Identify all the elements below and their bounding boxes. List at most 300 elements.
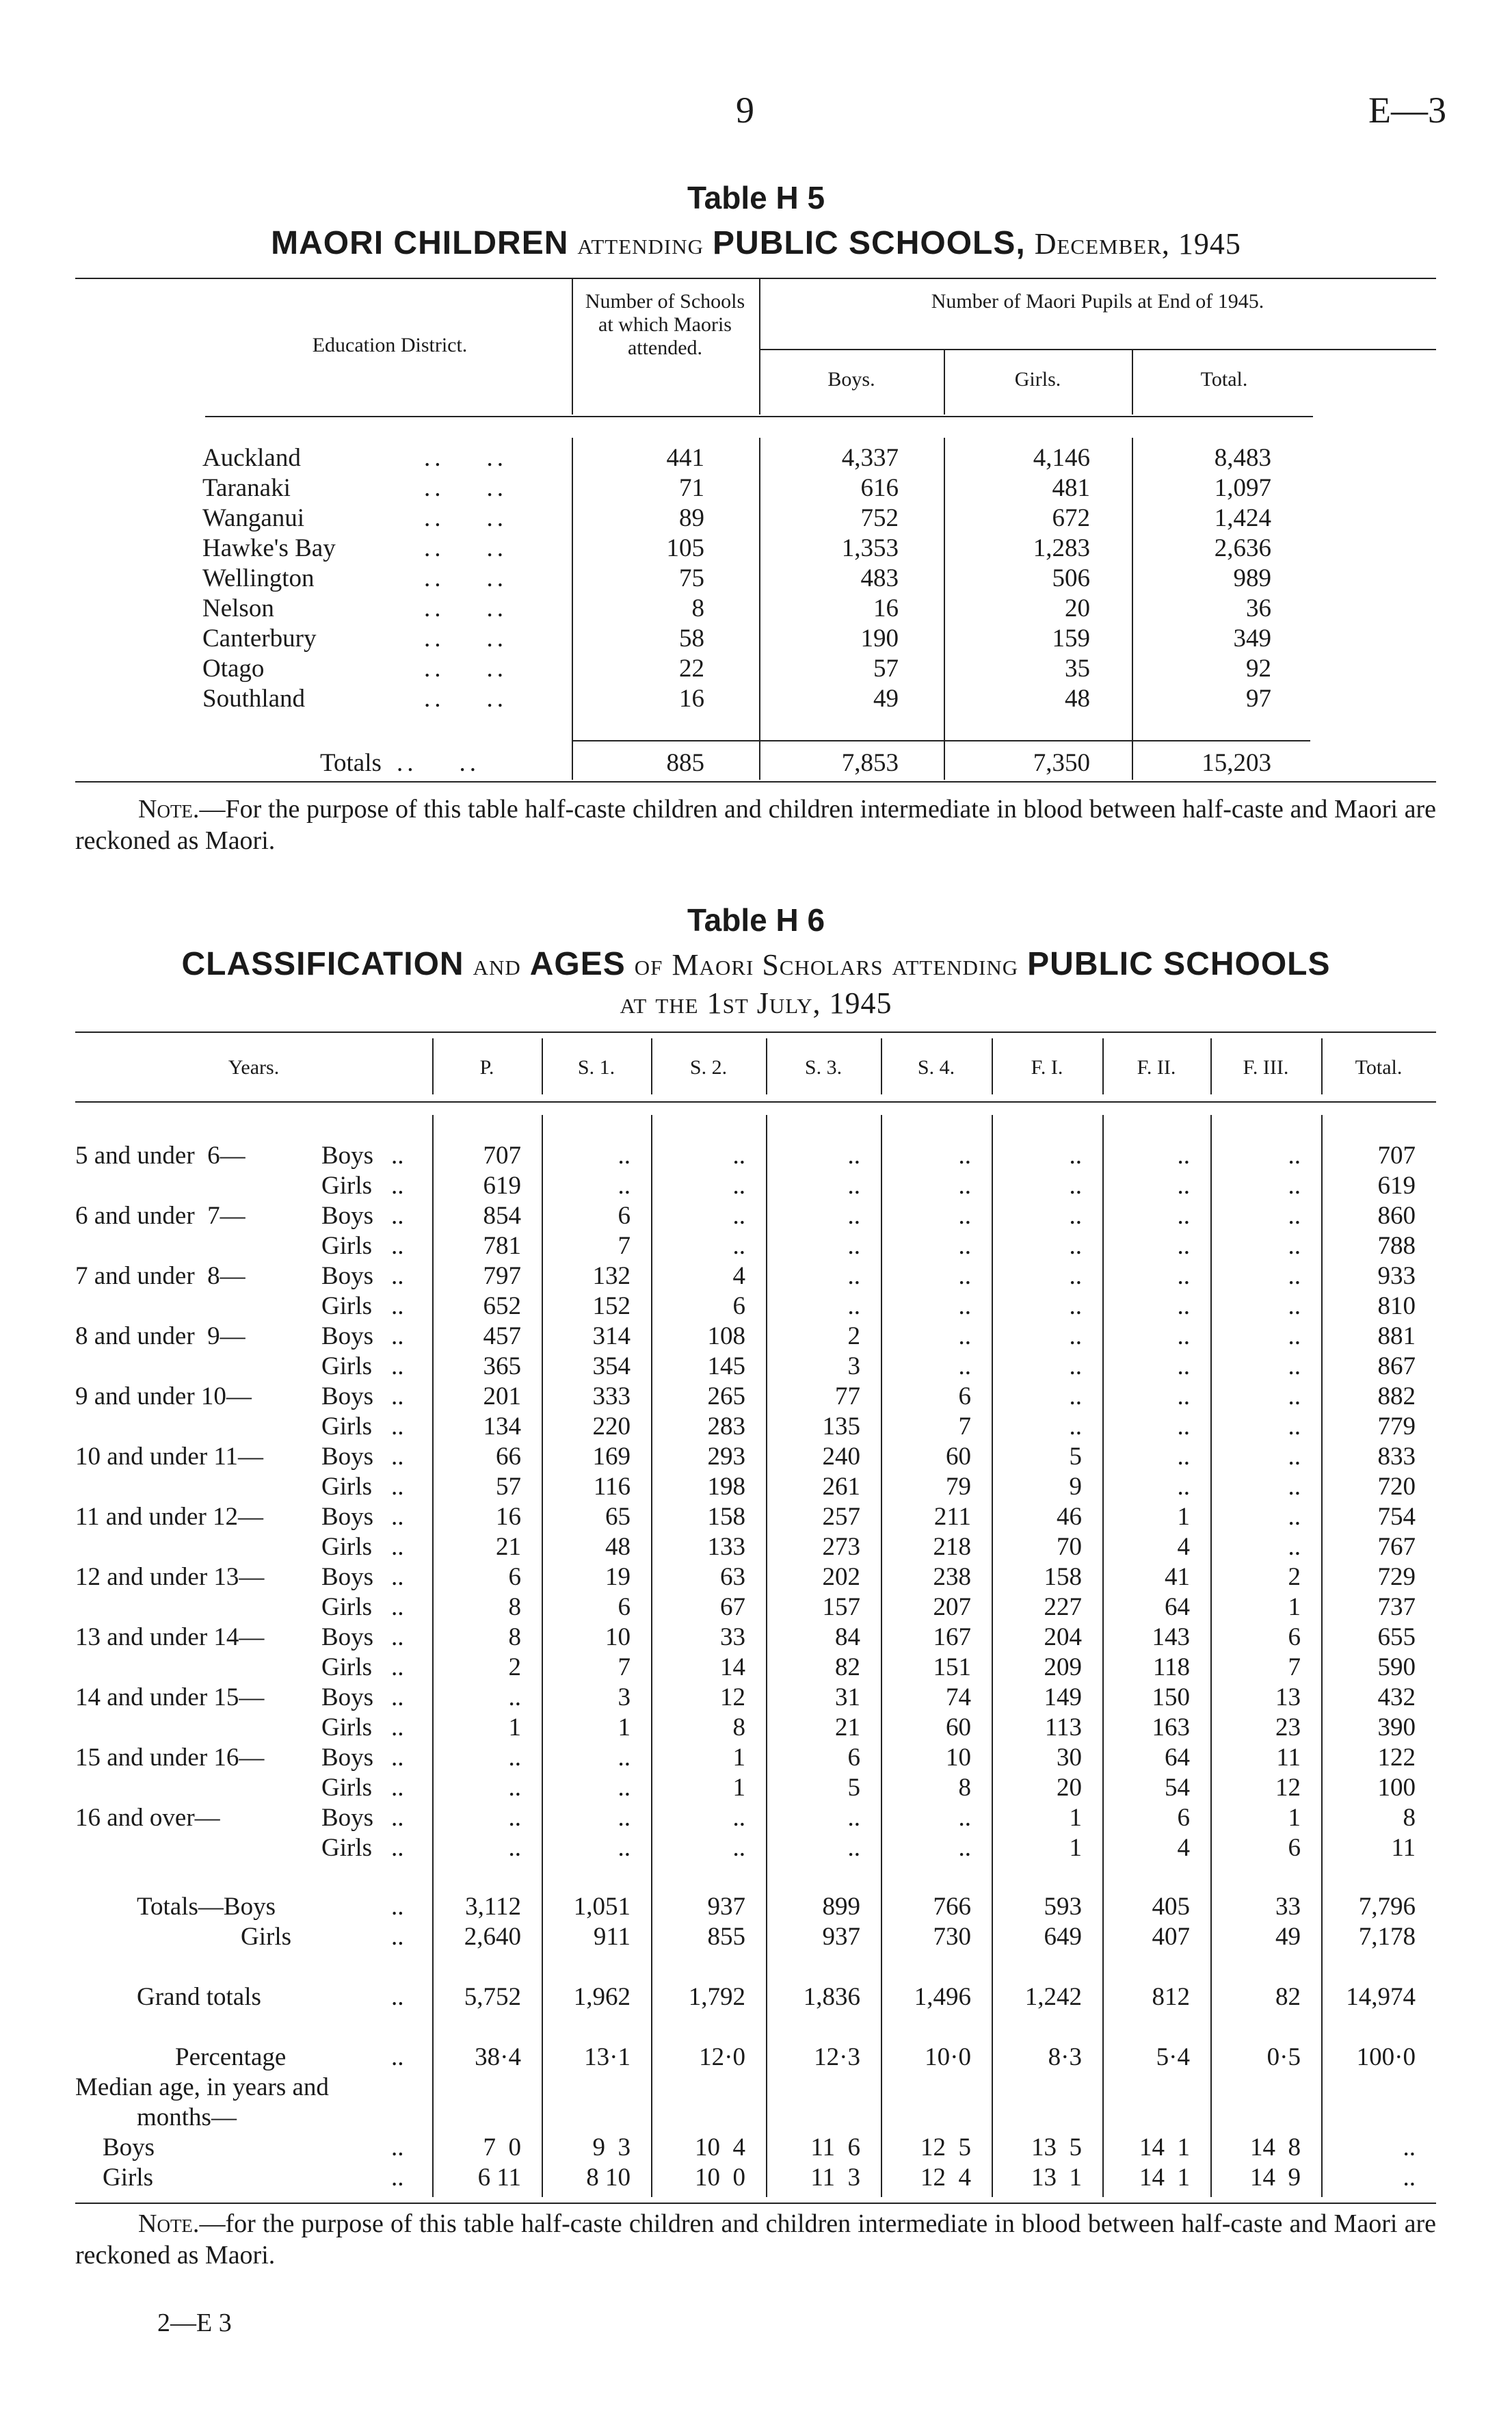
h5-district-name: Otago (202, 655, 265, 683)
table-h5-label: Table H 5 (687, 180, 825, 215)
h6-cell-value: .. (1177, 1412, 1190, 1441)
h6-cell-value: 8 (508, 1623, 521, 1651)
h5-vrule-header-1 (572, 278, 573, 415)
h6-header-column-rule (1321, 1038, 1323, 1094)
h6-age-range: 12 and under 13— (75, 1563, 265, 1591)
h6-cell-value: .. (732, 1834, 745, 1862)
h6-cell-value: 74 (946, 1683, 971, 1711)
h6-cell-value: 4 (1177, 1533, 1190, 1561)
h6-col-header: S. 1. (577, 1056, 615, 1079)
h6-cell-value: .. (1288, 1382, 1301, 1410)
h6-summary-value: 1,242 (1024, 1983, 1082, 2011)
h6-cell-value: 333 (592, 1382, 631, 1410)
h6-cell-value: .. (958, 1834, 971, 1862)
h6-age-range: 5 and under 6— (75, 1142, 246, 1170)
h6-summary-value: 13 1 (1031, 2164, 1082, 2192)
h5-total-value: 2,636 (1214, 534, 1271, 562)
h6-leader-dots: .. (391, 1923, 404, 1951)
h6-cell-value: 365 (483, 1352, 521, 1380)
h5-totals-label: Totals (320, 749, 382, 777)
h5-schools-value: 89 (679, 504, 704, 532)
h6-summary-value: 3,112 (465, 1893, 521, 1921)
h6-header-column-rule (542, 1038, 543, 1094)
h6-cell-value: .. (618, 1172, 631, 1200)
h6-sex-label: Boys (321, 1142, 374, 1170)
h6-cell-value: 754 (1377, 1503, 1416, 1531)
h5-boys-value: 483 (860, 564, 899, 592)
h6-cell-value: .. (508, 1683, 521, 1711)
h6-cell-value: .. (1288, 1142, 1301, 1170)
h5-total-value: 8,483 (1214, 444, 1271, 472)
h6-cell-value: 152 (592, 1292, 631, 1320)
h5-col-total: Total. (1200, 368, 1248, 391)
h6-summary-value: 10·0 (925, 2043, 971, 2071)
h6-median-girls-label: Girls (103, 2164, 153, 2192)
h6-leader-dots: .. (391, 2043, 404, 2071)
h5-total-value: 1,424 (1214, 504, 1271, 532)
h6-sex-label: Boys (321, 1563, 374, 1591)
h6-sex-label: Girls (321, 1232, 372, 1260)
page-number: 9 (736, 90, 754, 131)
h6-cell-value: 150 (1152, 1683, 1190, 1711)
h6-cell-value: 390 (1377, 1713, 1416, 1742)
h6-cell-value: 293 (707, 1443, 745, 1471)
h6-sex-label: Boys (321, 1202, 374, 1230)
h6-cell-value: .. (1069, 1322, 1082, 1350)
h6-heading-part-d: of (634, 948, 663, 982)
h5-col-pupils: Number of Maori Pupils at End of 1945. (931, 290, 1264, 313)
h5-schools-value: 16 (679, 685, 704, 713)
h6-cell-value: 8 (1403, 1804, 1416, 1832)
h6-cell-value: .. (1177, 1262, 1190, 1290)
h6-cell-value: .. (618, 1804, 631, 1832)
h6-summary-value: 7,178 (1358, 1923, 1416, 1951)
h6-cell-value: 767 (1377, 1533, 1416, 1561)
h5-note-text: —For the purpose of this table half-caste children and children intermediate in blood between half-caste and Maori are reckoned as Maori. (75, 795, 1436, 855)
h6-top-rule (75, 1031, 1436, 1033)
h6-leader-dots: .. (391, 1412, 404, 1441)
h5-schools-value: 71 (679, 474, 704, 502)
h6-cell-value: 220 (592, 1412, 631, 1441)
h5-leader-dots: .. .. (424, 564, 507, 592)
h5-girls-value: 48 (1065, 685, 1090, 713)
h6-cell-value: 108 (707, 1322, 745, 1350)
h6-summary-value: 82 (1275, 1983, 1301, 2011)
h6-summary-value: 911 (593, 1923, 631, 1951)
h6-cell-value: 145 (707, 1352, 745, 1380)
h6-cell-value: 432 (1377, 1683, 1416, 1711)
h6-age-range: 11 and under 12— (75, 1503, 264, 1531)
h6-cell-value: 57 (496, 1473, 521, 1501)
h6-cell-value: 122 (1377, 1744, 1416, 1772)
h6-totals-girls-label: Girls (241, 1923, 291, 1951)
h6-cell-value: .. (1069, 1202, 1082, 1230)
h5-girls-value: 481 (1052, 474, 1090, 502)
h6-cell-value: 3 (618, 1683, 631, 1711)
h6-header-column-rule (881, 1038, 882, 1094)
h6-leader-dots: .. (391, 1563, 404, 1591)
h6-cell-value: .. (1177, 1473, 1190, 1501)
h6-cell-value: .. (847, 1292, 860, 1320)
h6-summary-value: 12 4 (920, 2164, 971, 2192)
h6-cell-value: .. (1177, 1142, 1190, 1170)
h6-cell-value: 1 (1288, 1593, 1301, 1621)
h5-girls-value: 1,283 (1033, 534, 1090, 562)
h5-leader-dots: .. .. (424, 685, 507, 713)
h6-cell-value: 1 (1069, 1834, 1082, 1862)
h6-cell-value: .. (508, 1774, 521, 1802)
h6-cell-value: .. (958, 1352, 971, 1380)
h6-summary-value: 899 (822, 1893, 860, 1921)
h6-cell-value: 5 (1069, 1443, 1082, 1471)
h6-sex-label: Girls (321, 1834, 372, 1862)
h6-heading-part-f: attending (892, 948, 1019, 982)
h6-age-range: 10 and under 11— (75, 1443, 264, 1471)
h6-cell-value: .. (1288, 1443, 1301, 1471)
document-reference: E—3 (1368, 90, 1446, 131)
h6-cell-value: 619 (483, 1172, 521, 1200)
h5-schools-value: 8 (691, 594, 704, 622)
h6-summary-value: 13 5 (1031, 2133, 1082, 2161)
h6-cell-value: 6 (508, 1563, 521, 1591)
h6-summary-value: 8·3 (1048, 2043, 1082, 2071)
h6-cell-value: 65 (605, 1503, 631, 1531)
h5-girls-value: 159 (1052, 625, 1090, 653)
h6-summary-value: 6 11 (477, 2164, 521, 2192)
h6-cell-value: 8 (508, 1593, 521, 1621)
h6-cell-value: 21 (835, 1713, 860, 1742)
h6-median-label-cont: months— (137, 2103, 237, 2131)
h6-heading-part-c: AGES (529, 946, 626, 982)
h6-summary-value: 38·4 (475, 2043, 521, 2071)
h6-cell-value: 64 (1165, 1593, 1190, 1621)
h6-cell-value: 48 (605, 1533, 631, 1561)
h6-cell-value: 273 (822, 1533, 860, 1561)
h6-header-bottom-rule (75, 1101, 1436, 1103)
h6-cell-value: 64 (1165, 1744, 1190, 1772)
h6-leader-dots: .. (391, 1774, 404, 1802)
h5-pupils-rule (759, 349, 1436, 350)
h6-cell-value: 23 (1275, 1713, 1301, 1742)
h6-cell-value: 157 (822, 1593, 860, 1621)
h6-sex-label: Girls (321, 1473, 372, 1501)
h6-cell-value: 788 (1377, 1232, 1416, 1260)
h5-girls-value: 35 (1065, 655, 1090, 683)
h6-cell-value: .. (1177, 1292, 1190, 1320)
h5-vrule-header-3 (944, 350, 945, 415)
h6-summary-value: .. (1403, 2164, 1416, 2192)
h6-sex-label: Boys (321, 1382, 374, 1410)
h5-girls-value: 4,146 (1033, 444, 1090, 472)
h6-heading-part-b: and (473, 948, 521, 982)
h6-cell-value: 79 (946, 1473, 971, 1501)
h6-cell-value: 7 (1288, 1653, 1301, 1681)
h6-col-header: F. II. (1137, 1056, 1176, 1079)
h6-col-header: F. III. (1243, 1056, 1289, 1079)
h6-cell-value: 6 (1288, 1623, 1301, 1651)
h6-summary-value: 1,836 (803, 1983, 860, 2011)
h5-totals-boys: 7,853 (841, 749, 899, 777)
h6-summary-value: 7 0 (483, 2133, 521, 2161)
h6-cell-value: 720 (1377, 1473, 1416, 1501)
h6-summary-value: 11 6 (810, 2133, 860, 2161)
h6-cell-value: 6 (847, 1744, 860, 1772)
h5-totals-girls: 7,350 (1033, 749, 1090, 777)
h5-col-girls: Girls. (1014, 368, 1061, 391)
h6-cell-value: .. (618, 1142, 631, 1170)
h5-boys-value: 1,353 (841, 534, 899, 562)
h6-sex-label: Boys (321, 1683, 374, 1711)
h6-cell-value: .. (1288, 1202, 1301, 1230)
h6-col-header: F. I. (1031, 1056, 1063, 1079)
h6-cell-value: .. (1177, 1172, 1190, 1200)
h6-summary-value: 1,962 (573, 1983, 631, 2011)
h5-total-value: 1,097 (1214, 474, 1271, 502)
h5-district-name: Auckland (202, 444, 301, 472)
h6-leader-dots: .. (391, 1983, 404, 2011)
h6-summary-value: 10 0 (695, 2164, 745, 2192)
h5-boys-value: 16 (873, 594, 899, 622)
h5-leader-dots: .. .. (424, 534, 507, 562)
h6-leader-dots: .. (391, 1202, 404, 1230)
h6-cell-value: .. (847, 1834, 860, 1862)
h5-vrule-header-4 (1132, 350, 1133, 415)
h6-cell-value: 1 (508, 1713, 521, 1742)
h6-cell-value: .. (958, 1232, 971, 1260)
h6-cell-value: .. (1177, 1232, 1190, 1260)
h6-cell-value: 169 (592, 1443, 631, 1471)
h6-summary-value: 730 (933, 1923, 971, 1951)
page-footer: 2—E 3 (157, 2309, 232, 2337)
h6-cell-value: 1 (1177, 1503, 1190, 1531)
h6-cell-value: .. (508, 1744, 521, 1772)
h5-girls-value: 672 (1052, 504, 1090, 532)
h6-note-text: —for the purpose of this table half-caste children and children intermediate in blood between half-caste and Maori are reckoned as Maori. (75, 2209, 1436, 2270)
h6-cell-value: 54 (1165, 1774, 1190, 1802)
h6-cell-value: 135 (822, 1412, 860, 1441)
h6-cell-value: .. (1177, 1322, 1190, 1350)
h6-header-column-rule (432, 1038, 434, 1094)
h6-cell-value: 265 (707, 1382, 745, 1410)
h6-summary-value: 14,974 (1346, 1983, 1416, 2011)
h6-cell-value: 218 (933, 1533, 971, 1561)
h5-district-name: Canterbury (202, 625, 317, 653)
h6-cell-value: 41 (1165, 1563, 1190, 1591)
h6-cell-value: 19 (605, 1563, 631, 1591)
h6-cell-value: .. (1069, 1262, 1082, 1290)
h6-cell-value: 707 (483, 1142, 521, 1170)
h5-leader-dots: .. .. (424, 444, 507, 472)
h6-cell-value: 797 (483, 1262, 521, 1290)
h6-cell-value: 70 (1057, 1533, 1082, 1561)
h6-leader-dots: .. (391, 2164, 404, 2192)
h6-cell-value: 20 (1057, 1774, 1082, 1802)
h6-leader-dots: .. (391, 1473, 404, 1501)
h6-cell-value: .. (1288, 1503, 1301, 1531)
h5-top-rule (75, 278, 1436, 279)
h6-cell-value: 655 (1377, 1623, 1416, 1651)
h6-cell-value: 6 (732, 1292, 745, 1320)
h6-cell-value: .. (1177, 1202, 1190, 1230)
h6-sex-label: Boys (321, 1443, 374, 1471)
h6-cell-value: .. (847, 1172, 860, 1200)
h6-cell-value: 7 (958, 1412, 971, 1441)
h6-sex-label: Girls (321, 1593, 372, 1621)
h6-leader-dots: .. (391, 1744, 404, 1772)
h6-cell-value: 860 (1377, 1202, 1416, 1230)
h6-summary-value: 14 1 (1139, 2133, 1190, 2161)
h6-cell-value: .. (958, 1262, 971, 1290)
h6-cell-value: 619 (1377, 1172, 1416, 1200)
h6-age-range: 16 and over— (75, 1804, 220, 1832)
h6-leader-dots: .. (391, 1172, 404, 1200)
h6-age-range: 9 and under 10— (75, 1382, 252, 1410)
h6-leader-dots: .. (391, 1804, 404, 1832)
h5-schools-value: 441 (666, 444, 704, 472)
h6-cell-value: .. (732, 1202, 745, 1230)
h6-leader-dots: .. (391, 1443, 404, 1471)
h6-leader-dots: .. (391, 1382, 404, 1410)
h6-leader-dots: .. (391, 1713, 404, 1742)
h6-cell-value: 60 (946, 1443, 971, 1471)
h6-sex-label: Girls (321, 1653, 372, 1681)
h5-district-name: Wellington (202, 564, 315, 592)
h5-boys-value: 752 (860, 504, 899, 532)
h6-cell-value: 60 (946, 1713, 971, 1742)
h5-heading-part-b: attending (577, 227, 704, 261)
h6-leader-dots: .. (391, 1292, 404, 1320)
h6-cell-value: .. (1069, 1412, 1082, 1441)
h6-sex-label: Boys (321, 1503, 374, 1531)
h6-median-label: Median age, in years and (75, 2073, 329, 2101)
h6-summary-value: 1,051 (573, 1893, 631, 1921)
h6-cell-value: .. (1177, 1382, 1190, 1410)
h6-summary-value: .. (1403, 2133, 1416, 2161)
h6-cell-value: .. (1288, 1292, 1301, 1320)
h6-summary-value: 7,796 (1358, 1893, 1416, 1921)
h6-age-range: 7 and under 8— (75, 1262, 246, 1290)
h6-age-range: 8 and under 9— (75, 1322, 246, 1350)
h6-heading-part-g: PUBLIC SCHOOLS (1027, 946, 1331, 982)
h5-total-value: 92 (1246, 655, 1271, 683)
h6-cell-value: .. (1069, 1172, 1082, 1200)
h6-cell-value: 737 (1377, 1593, 1416, 1621)
h6-cell-value: .. (1288, 1412, 1301, 1441)
h6-cell-value: .. (618, 1774, 631, 1802)
h5-total-value: 97 (1246, 685, 1271, 713)
h6-summary-value: 49 (1275, 1923, 1301, 1951)
h5-heading-part-d: December, 1945 (1034, 227, 1241, 261)
h6-cell-value: 833 (1377, 1443, 1416, 1471)
h6-cell-value: 457 (483, 1322, 521, 1350)
h6-cell-value: 10 (605, 1623, 631, 1651)
h6-summary-value: 12 5 (920, 2133, 971, 2161)
h6-cell-value: 6 (1177, 1804, 1190, 1832)
h5-heading-part-c: PUBLIC SCHOOLS, (713, 225, 1026, 261)
h6-cell-value: 13 (1275, 1683, 1301, 1711)
h6-age-range: 15 and under 16— (75, 1744, 265, 1772)
h6-cell-value: .. (958, 1202, 971, 1230)
h6-cell-value: .. (732, 1142, 745, 1170)
h5-schools-value: 75 (679, 564, 704, 592)
h6-col-header: S. 2. (689, 1056, 728, 1079)
h6-header-column-rule (651, 1038, 652, 1094)
h6-summary-value: 11 3 (810, 2164, 860, 2192)
h6-sex-label: Boys (321, 1262, 374, 1290)
h6-percentage-label: Percentage (175, 2043, 287, 2071)
h6-cell-value: 257 (822, 1503, 860, 1531)
h6-cell-value: 882 (1377, 1382, 1416, 1410)
h6-leader-dots: .. (391, 1533, 404, 1561)
h6-cell-value: 207 (933, 1593, 971, 1621)
h6-cell-value: 8 (732, 1713, 745, 1742)
h5-district-name: Southland (202, 685, 306, 713)
h6-header-column-rule (1210, 1038, 1212, 1094)
h6-cell-value: .. (847, 1232, 860, 1260)
h5-col-district: Education District. (312, 334, 468, 356)
h6-cell-value: 6 (618, 1202, 631, 1230)
h6-cell-value: .. (1069, 1292, 1082, 1320)
h6-cell-value: .. (732, 1172, 745, 1200)
h5-boys-value: 4,337 (841, 444, 899, 472)
h6-cell-value: .. (508, 1834, 521, 1862)
h5-col-schools: Number of Schools at which Maoris attended. (585, 290, 745, 359)
h6-median-boys-label: Boys (103, 2133, 155, 2161)
h6-cell-value: 261 (822, 1473, 860, 1501)
h6-cell-value: 167 (933, 1623, 971, 1651)
h6-cell-value: 240 (822, 1443, 860, 1471)
h6-cell-value: .. (958, 1292, 971, 1320)
h6-col-header: P. (479, 1056, 494, 1079)
h5-heading-part-a: MAORI CHILDREN (271, 225, 569, 261)
h6-cell-value: 314 (592, 1322, 631, 1350)
h6-summary-value: 9 3 (592, 2133, 631, 2161)
h6-cell-value: 209 (1044, 1653, 1082, 1681)
h5-total-value: 989 (1233, 564, 1271, 592)
h5-leader-dots: .. .. (424, 474, 507, 502)
table-h6-label: Table H 6 (687, 902, 825, 938)
h6-sex-label: Girls (321, 1172, 372, 1200)
h6-cell-value: 6 (958, 1382, 971, 1410)
h6-cell-value: 158 (707, 1503, 745, 1531)
h6-cell-value: .. (847, 1262, 860, 1290)
h6-cell-value: 238 (933, 1563, 971, 1591)
h6-summary-value: 0·5 (1266, 2043, 1301, 2071)
h6-cell-value: 854 (483, 1202, 521, 1230)
h6-cell-value: 118 (1152, 1653, 1190, 1681)
h6-leader-dots: .. (391, 1232, 404, 1260)
h6-cell-value: 4 (1177, 1834, 1190, 1862)
h6-cell-value: 9 (1069, 1473, 1082, 1501)
h6-cell-value: 781 (483, 1232, 521, 1260)
h6-col-header: S. 3. (804, 1056, 843, 1079)
h6-summary-value: 14 8 (1250, 2133, 1301, 2161)
h6-cell-value: 779 (1377, 1412, 1416, 1441)
h6-col-header: Years. (228, 1056, 280, 1079)
h6-sex-label: Boys (321, 1623, 374, 1651)
h5-district-name: Wanganui (202, 504, 305, 532)
h6-leader-dots: .. (391, 1683, 404, 1711)
h6-cell-value: 163 (1152, 1713, 1190, 1742)
h5-total-value: 36 (1246, 594, 1271, 622)
h6-summary-value: 1,792 (688, 1983, 745, 2011)
h5-district-name: Hawke's Bay (202, 534, 336, 562)
h6-cell-value: 132 (592, 1262, 631, 1290)
h6-cell-value: 67 (720, 1593, 745, 1621)
h6-cell-value: .. (847, 1202, 860, 1230)
h6-cell-value: .. (1288, 1232, 1301, 1260)
h6-cell-value: .. (958, 1804, 971, 1832)
